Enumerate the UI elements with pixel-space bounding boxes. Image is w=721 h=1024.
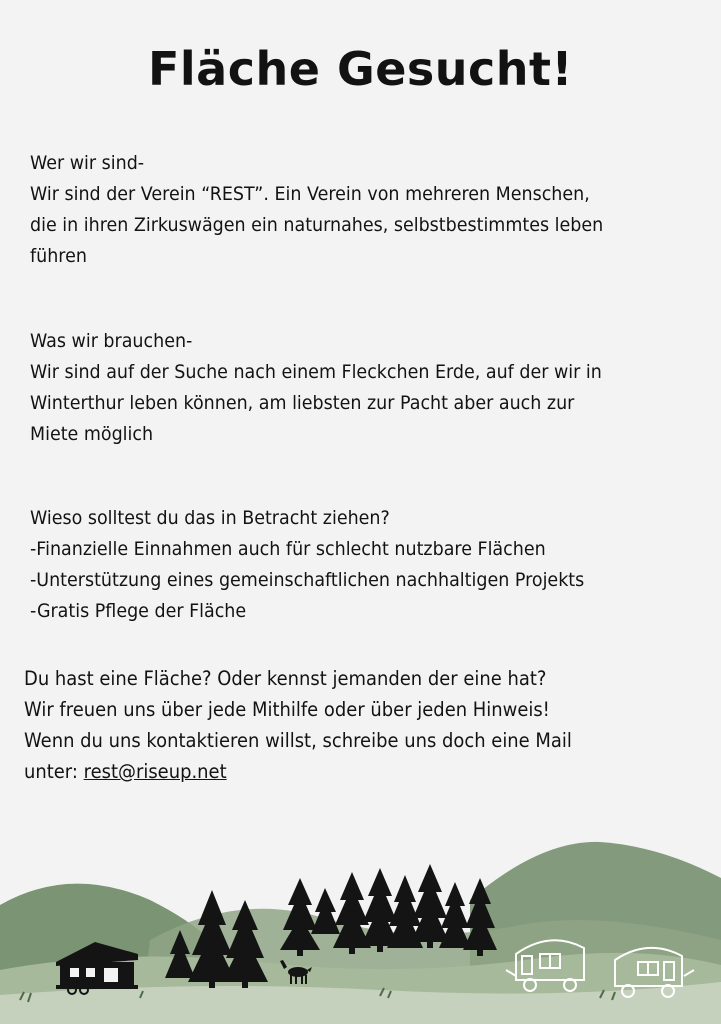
section-line: Wir sind der Verein “REST”. Ein Verein von mehreren Menschen, <box>30 183 590 205</box>
email-link[interactable]: rest@riseup.net <box>83 760 227 783</box>
section-why-consider <box>30 503 646 627</box>
landscape-illustration <box>0 830 721 1024</box>
section-contact <box>24 663 640 787</box>
contact-line: Wir freuen uns über jede Mithilfe oder über jeden Hinweis! <box>24 698 550 721</box>
section-what-we-need <box>30 326 646 450</box>
email-prefix: unter: <box>24 760 84 783</box>
benefit-item: -Gratis Pflege der Fläche <box>30 600 247 622</box>
section-heading: Wieso solltest du das in Betracht ziehen? <box>30 507 390 529</box>
contact-line: Du hast eine Fläche? Oder kennst jemanden der eine hat? <box>24 667 547 690</box>
section-who-we-are <box>30 148 646 272</box>
fir-trees-back <box>280 864 497 956</box>
benefit-item: -Unterstützung eines gemeinschaftlichen nachhaltigen Projekts <box>30 569 585 591</box>
contact-line: Wenn du uns kontaktieren willst, schreibe uns doch eine Mail <box>24 729 572 752</box>
section-line: Miete möglich <box>30 423 154 445</box>
benefit-item: -Finanzielle Einnahmen auch für schlecht nutzbare Flächen <box>30 538 546 560</box>
page-title: Fläche Gesucht! <box>147 42 574 96</box>
section-line: führen <box>30 245 87 267</box>
fir-trees-front <box>165 890 268 988</box>
section-heading: Wer wir sind- <box>30 152 145 174</box>
section-heading: Was wir brauchen- <box>30 330 193 352</box>
section-line: Winterthur leben können, am liebsten zur Pacht aber auch zur <box>30 392 575 414</box>
section-line: Wir sind auf der Suche nach einem Fleckchen Erde, auf der wir in <box>30 361 602 383</box>
section-line: die in ihren Zirkuswägen ein naturnahes, selbstbestimmtes leben <box>30 214 604 236</box>
contact-email-line <box>24 756 640 787</box>
